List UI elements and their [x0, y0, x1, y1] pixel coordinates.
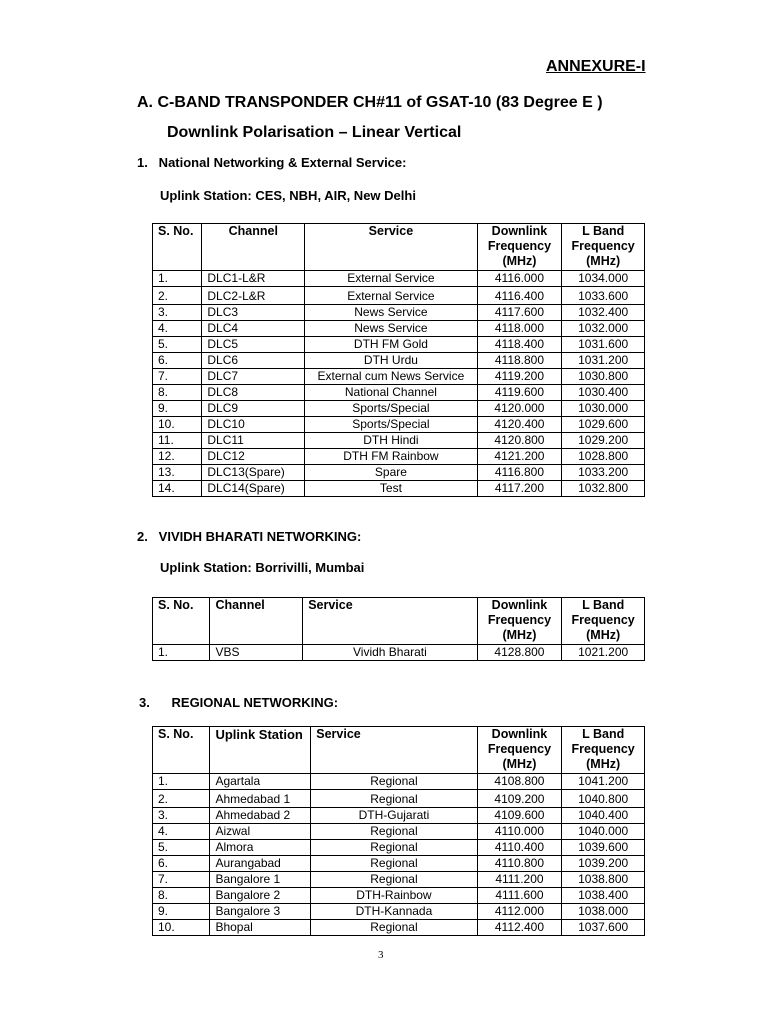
table-cell: Regional: [311, 920, 477, 936]
table-cell: DTH FM Rainbow: [305, 449, 477, 465]
table-cell: Bangalore 3: [210, 904, 311, 920]
col-downlink: Downlink Frequency (MHz): [477, 598, 562, 645]
table-cell: DLC6: [202, 353, 305, 369]
table-row: [153, 385, 645, 401]
table-cell: 14.: [153, 481, 202, 497]
col-sno: S. No.: [153, 598, 210, 645]
table-row: [153, 888, 645, 904]
table-cell: 4117.200: [477, 481, 562, 497]
table-row: [153, 305, 645, 321]
table-row: [153, 465, 645, 481]
table-cell: 9.: [153, 401, 202, 417]
table-cell: 4120.800: [477, 433, 562, 449]
table-cell: 1031.600: [562, 337, 645, 353]
table-cell: 4110.400: [477, 840, 562, 856]
table-cell: 2.: [153, 287, 202, 305]
table-cell: 1038.800: [562, 872, 645, 888]
table-cell: 8.: [153, 385, 202, 401]
table-cell: 4111.200: [477, 872, 562, 888]
table-cell: 4117.600: [477, 305, 562, 321]
table-cell: 1037.600: [562, 920, 645, 936]
table-row: [153, 840, 645, 856]
table-cell: Ahmedabad 1: [210, 790, 311, 808]
table-cell: 4128.800: [477, 645, 562, 661]
page-number: 3: [378, 949, 384, 961]
table-cell: 11.: [153, 433, 202, 449]
table-row: [153, 321, 645, 337]
table-cell: DLC5: [202, 337, 305, 353]
col-lband: L Band Frequency (MHz): [562, 598, 645, 645]
table-row: [153, 369, 645, 385]
table-cell: 1038.000: [562, 904, 645, 920]
table-cell: Sports/Special: [305, 401, 477, 417]
table-cell: Almora: [210, 840, 311, 856]
table-cell: Sports/Special: [305, 417, 477, 433]
section-1-uplink: Uplink Station: CES, NBH, AIR, New Delhi: [160, 188, 416, 203]
table-cell: Regional: [311, 840, 477, 856]
col-service: Service: [311, 727, 477, 774]
table-cell: External Service: [305, 287, 477, 305]
table-cell: DTH Urdu: [305, 353, 477, 369]
table-cell: 1029.600: [562, 417, 645, 433]
table-cell: 1041.200: [562, 774, 645, 790]
table-cell: 1032.400: [562, 305, 645, 321]
table-row: [153, 808, 645, 824]
table-cell: 1.: [153, 645, 210, 661]
table-cell: 1040.400: [562, 808, 645, 824]
table-cell: 4111.600: [477, 888, 562, 904]
table-row: [153, 433, 645, 449]
table-cell: Vividh Bharati: [303, 645, 477, 661]
col-service: Service: [303, 598, 477, 645]
table-cell: DLC3: [202, 305, 305, 321]
table-cell: 1040.800: [562, 790, 645, 808]
table-cell: 5.: [153, 840, 210, 856]
section-2-uplink: Uplink Station: Borrivilli, Mumbai: [160, 560, 365, 575]
table-cell: DTH Hindi: [305, 433, 477, 449]
table-row: [153, 287, 645, 305]
table-cell: Bhopal: [210, 920, 311, 936]
national-networking-table: [152, 223, 645, 497]
table-cell: Aurangabad: [210, 856, 311, 872]
table-cell: 1033.200: [562, 465, 645, 481]
table-cell: 1038.400: [562, 888, 645, 904]
table-cell: DTH FM Gold: [305, 337, 477, 353]
table-cell: 7.: [153, 369, 202, 385]
table-cell: 4118.000: [477, 321, 562, 337]
table-cell: 1031.200: [562, 353, 645, 369]
table-cell: 4108.800: [477, 774, 562, 790]
table-cell: DLC13(Spare): [202, 465, 305, 481]
table-cell: DLC12: [202, 449, 305, 465]
col-service: Service: [305, 224, 477, 271]
table-cell: 4.: [153, 824, 210, 840]
table-row: [153, 401, 645, 417]
table-cell: 1030.800: [562, 369, 645, 385]
table-cell: 1039.200: [562, 856, 645, 872]
table-cell: 1030.000: [562, 401, 645, 417]
table-cell: Regional: [311, 824, 477, 840]
table-cell: 1029.200: [562, 433, 645, 449]
table-row: [153, 856, 645, 872]
table-cell: 3.: [153, 305, 202, 321]
table-cell: 4110.000: [477, 824, 562, 840]
table-cell: News Service: [305, 305, 477, 321]
table-cell: National Channel: [305, 385, 477, 401]
table-cell: 4116.000: [477, 271, 562, 287]
table-cell: 4116.800: [477, 465, 562, 481]
table-cell: 1021.200: [562, 645, 645, 661]
col-channel: Channel: [210, 598, 303, 645]
section-1-heading: 1. National Networking & External Service:: [137, 155, 407, 170]
table-cell: 6.: [153, 353, 202, 369]
table-row: [153, 824, 645, 840]
table-cell: Regional: [311, 872, 477, 888]
table-cell: External cum News Service: [305, 369, 477, 385]
table-cell: DLC8: [202, 385, 305, 401]
table-row: [153, 790, 645, 808]
table-cell: DLC1-L&R: [202, 271, 305, 287]
table-cell: News Service: [305, 321, 477, 337]
col-uplink-station: Uplink Station: [210, 727, 311, 774]
table-cell: 4116.400: [477, 287, 562, 305]
table-cell: DLC11: [202, 433, 305, 449]
table-cell: 1040.000: [562, 824, 645, 840]
table-cell: DLC7: [202, 369, 305, 385]
table-row: [153, 449, 645, 465]
table-cell: 1032.000: [562, 321, 645, 337]
table-cell: DTH-Gujarati: [311, 808, 477, 824]
table-row: [153, 481, 645, 497]
regional-networking-table: [152, 726, 645, 936]
table-cell: 12.: [153, 449, 202, 465]
table-cell: 1030.400: [562, 385, 645, 401]
table-cell: Bangalore 2: [210, 888, 311, 904]
section-a-title: A. C-BAND TRANSPONDER CH#11 of GSAT-10 (83 Degree E ): [137, 94, 603, 111]
table-cell: Aizwal: [210, 824, 311, 840]
table-cell: DTH-Kannada: [311, 904, 477, 920]
table-cell: DLC10: [202, 417, 305, 433]
table-cell: 4120.000: [477, 401, 562, 417]
table-cell: 10.: [153, 417, 202, 433]
table-cell: 9.: [153, 904, 210, 920]
table-cell: 10.: [153, 920, 210, 936]
table-cell: Spare: [305, 465, 477, 481]
table-cell: Agartala: [210, 774, 311, 790]
table-cell: Regional: [311, 856, 477, 872]
table-row: [153, 872, 645, 888]
table-cell: 4119.600: [477, 385, 562, 401]
table-row: [153, 271, 645, 287]
annexure-label: ANNEXURE-I: [546, 58, 646, 75]
table-cell: Regional: [311, 774, 477, 790]
table-row: [153, 920, 645, 936]
table-cell: DLC9: [202, 401, 305, 417]
table-cell: 4120.400: [477, 417, 562, 433]
table-row: [153, 774, 645, 790]
vividh-bharati-table: [152, 597, 645, 661]
table-cell: 1032.800: [562, 481, 645, 497]
table-cell: 13.: [153, 465, 202, 481]
table-row: [153, 353, 645, 369]
table-cell: 1034.000: [562, 271, 645, 287]
col-channel: Channel: [202, 224, 305, 271]
table-cell: 4112.400: [477, 920, 562, 936]
table-row: [153, 904, 645, 920]
table-cell: 4121.200: [477, 449, 562, 465]
table-cell: Test: [305, 481, 477, 497]
table-cell: 5.: [153, 337, 202, 353]
table-cell: 1028.800: [562, 449, 645, 465]
table-cell: 4118.800: [477, 353, 562, 369]
col-sno: S. No.: [153, 224, 202, 271]
table-cell: 4109.200: [477, 790, 562, 808]
section-2-heading: 2. VIVIDH BHARATI NETWORKING:: [137, 529, 362, 544]
table-cell: 7.: [153, 872, 210, 888]
col-sno: S. No.: [153, 727, 210, 774]
polarisation-subtitle: Downlink Polarisation – Linear Vertical: [167, 124, 462, 141]
col-lband: L Band Frequency (MHz): [562, 224, 645, 271]
table-row: [153, 417, 645, 433]
col-downlink: Downlink Frequency (MHz): [477, 224, 562, 271]
table-cell: DLC14(Spare): [202, 481, 305, 497]
col-lband: L Band Frequency (MHz): [562, 727, 645, 774]
table-cell: Bangalore 1: [210, 872, 311, 888]
table-cell: 4112.000: [477, 904, 562, 920]
table-cell: 4119.200: [477, 369, 562, 385]
table-cell: 1033.600: [562, 287, 645, 305]
table-cell: 3.: [153, 808, 210, 824]
table-cell: 2.: [153, 790, 210, 808]
table-cell: 1039.600: [562, 840, 645, 856]
table-cell: DLC4: [202, 321, 305, 337]
table-cell: 4110.800: [477, 856, 562, 872]
table-row: [153, 337, 645, 353]
table-cell: VBS: [210, 645, 303, 661]
table-cell: 4118.400: [477, 337, 562, 353]
table-cell: 1.: [153, 774, 210, 790]
section-3-heading: 3. REGIONAL NETWORKING:: [139, 695, 339, 710]
table-cell: 8.: [153, 888, 210, 904]
table-cell: DTH-Rainbow: [311, 888, 477, 904]
table-cell: 4109.600: [477, 808, 562, 824]
table-cell: Ahmedabad 2: [210, 808, 311, 824]
table-cell: DLC2-L&R: [202, 287, 305, 305]
table-row: [153, 645, 645, 661]
table-cell: External Service: [305, 271, 477, 287]
col-downlink: Downlink Frequency (MHz): [477, 727, 562, 774]
table-cell: Regional: [311, 790, 477, 808]
table-cell: 6.: [153, 856, 210, 872]
table-cell: 1.: [153, 271, 202, 287]
table-cell: 4.: [153, 321, 202, 337]
